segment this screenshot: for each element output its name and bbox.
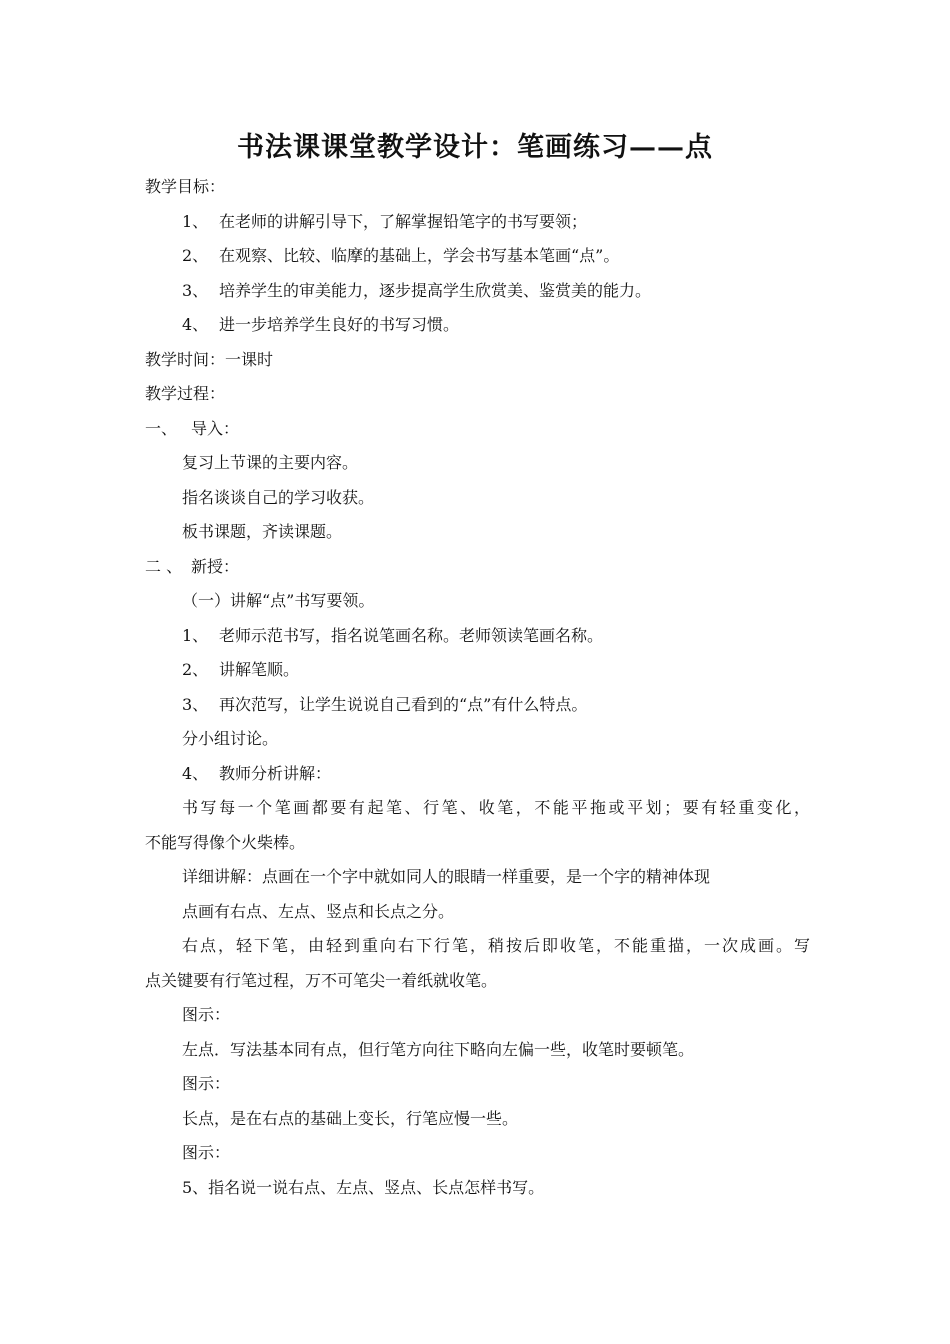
paragraph-line: 板书课题，齐读课题。 (182, 522, 343, 541)
section-number: 一、 (145, 418, 178, 438)
section-title: 导入： (191, 418, 240, 438)
goal-item (145, 239, 810, 274)
figure-label: 图示： (182, 1074, 231, 1093)
paragraph-line: 不能写得像个火柴棒。 (145, 832, 306, 852)
goal-number: 4、 (182, 315, 209, 334)
process-heading: 教学过程： (145, 384, 226, 403)
section-heading (145, 550, 810, 585)
goal-number: 2、 (182, 246, 209, 265)
goal-text: 在老师的讲解引导下，了解掌握铅笔字的书写要领； (219, 211, 588, 231)
step-text: 再次范写，让学生说说自己看到的“点”有什么特点。 (219, 694, 588, 714)
step-item (145, 757, 810, 792)
goals-heading: 教学目标： (145, 177, 226, 196)
paragraph-line: 点关键要有行笔过程，万不可笔尖一着纸就收笔。 (145, 970, 498, 990)
paragraph-line: 书写每一个笔画都要有起笔、行笔、收笔，不能平拖或平划；要有轻重变化， (182, 798, 810, 817)
goal-text: 在观察、比较、临摩的基础上，学会书写基本笔画“点”。 (219, 246, 620, 265)
paragraph-line: 复习上节课的主要内容。 (182, 453, 359, 472)
paragraph-line: 5、指名说一说右点、左点、竖点、长点怎样书写。 (182, 1177, 545, 1197)
goal-number: 1、 (182, 211, 209, 231)
goal-number: 3、 (182, 280, 209, 300)
sub-heading: （一）讲解“点”书写要领。 (182, 591, 375, 610)
paragraph-line: 左点．写法基本同有点，但行笔方向往下略向左偏一些，收笔时要顿笔。 (182, 1039, 695, 1059)
paragraph-line: 分小组讨论。 (182, 729, 279, 748)
goal-item (145, 205, 810, 240)
step-item (145, 653, 810, 688)
document-body (145, 170, 810, 1205)
step-number: 1、 (182, 625, 209, 645)
step-number: 4、 (182, 763, 209, 783)
document-title: 书法课课堂教学设计：笔画练习——点 (237, 132, 713, 163)
section-heading (145, 412, 810, 447)
step-number: 2、 (182, 660, 209, 679)
paragraph-line: 指名谈谈自己的学习收获。 (182, 487, 375, 507)
paragraph-line: 点画有右点、左点、竖点和长点之分。 (182, 901, 455, 921)
step-text: 老师示范书写，指名说笔画名称。老师领读笔画名称。 (219, 625, 604, 645)
step-text: 教师分析讲解： (219, 763, 332, 783)
goal-item (145, 308, 810, 343)
figure-label: 图示： (182, 1143, 231, 1162)
figure-label: 图示： (182, 1005, 231, 1024)
step-text: 讲解笔顺。 (219, 660, 300, 679)
step-item (145, 688, 810, 723)
section-title: 新授： (191, 556, 240, 576)
goal-text: 培养学生的审美能力，逐步提高学生欣赏美、鉴赏美的能力。 (219, 280, 652, 300)
paragraph-line: 详细讲解：点画在一个字中就如同人的眼睛一样重要，是一个字的精神体现 (182, 867, 711, 886)
paragraph-line: 右点，轻下笔，由轻到重向右下行笔，稍按后即收笔，不能重描，一次成画。写 (182, 936, 810, 955)
goal-text: 进一步培养学生良好的书写习惯。 (219, 315, 460, 334)
goal-item (145, 274, 810, 309)
section-number: 二 、 (145, 556, 183, 576)
step-item (145, 619, 810, 654)
teaching-time: 教学时间：一课时 (145, 349, 274, 369)
paragraph-line: 长点，是在右点的基础上变长，行笔应慢一些。 (182, 1108, 519, 1128)
step-number: 3、 (182, 694, 209, 714)
